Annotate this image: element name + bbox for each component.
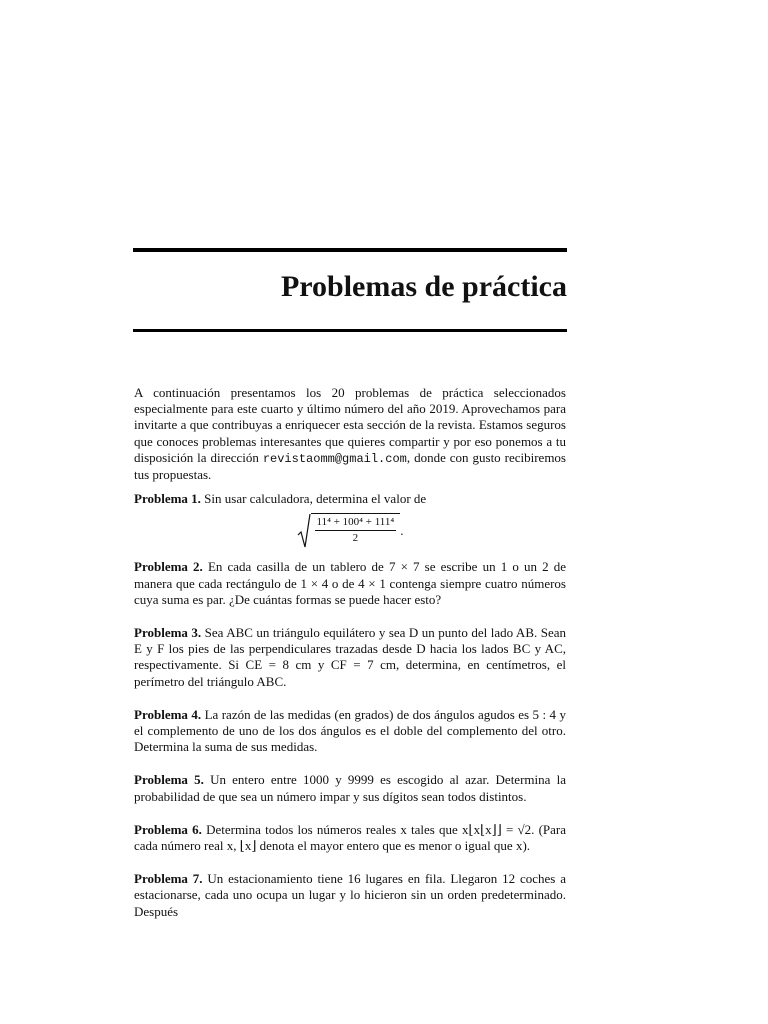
problem-4	[134, 707, 566, 756]
problem-text: Un estacionamiento tiene 16 lugares en fila. Llegaron 12 coches a estacionarse, cada uno ocupa un lugar y lo hicieron sin un orden predeterminado. Después	[134, 871, 566, 919]
problem-text: En cada casilla de un tablero de 7 × 7 se escribe un 1 o un 2 de manera que cada rectángulo de 1 × 4 o de 4 × 1 contenga siempre cuatro números cuya suma es par. ¿De cuántas formas se puede hacer esto?	[134, 559, 566, 607]
square-root	[297, 513, 404, 549]
fraction	[311, 513, 404, 549]
problem-7	[134, 871, 566, 920]
fraction-denominator: 2	[352, 532, 359, 545]
top-rule	[133, 248, 567, 252]
problem-label: Problema 7.	[134, 871, 203, 887]
problem-label: Problema 6.	[134, 821, 202, 837]
problem-label: Problema 4.	[134, 706, 202, 722]
formula-period: .	[400, 523, 404, 539]
problem-6	[134, 822, 566, 854]
problem-label: Problema 1.	[134, 491, 201, 507]
problem-text: Sin usar calculadora, determina el valor de	[200, 491, 427, 507]
problem-2	[134, 559, 566, 608]
fraction-numerator: 11⁴ + 100⁴ + 111⁴	[315, 516, 397, 531]
problem-1	[134, 491, 566, 507]
problem-text: Un entero entre 1000 y 9999 es escogido al azar. Determina la probabilidad de que sea un número impar y sus dígitos sean todos distintos.	[134, 772, 566, 804]
page-title: Problemas de práctica	[280, 270, 567, 303]
problem-text: La razón de las medidas (en grados) de dos ángulos agudos es 5 : 4 y el complemento de uno de los dos ángulos es el doble del complemento del otro. Determina la suma de sus medidas.	[134, 706, 566, 755]
intro-text: A continuación presentamos los 20 problemas de práctica seleccionados especialmente para este cuarto y último número del año 2019. Aprovechamos para invitarte a que contribuyas a enriquecer esta sección de la revista. Estamos seguros que conoces problemas interesantes que quieres compartir y por eso ponemos a tu disposición la dirección	[134, 385, 566, 465]
document-body	[134, 385, 566, 920]
problem-3	[134, 625, 566, 690]
intro-text-end: , donde con gusto recibiremos tus propuestas.	[134, 449, 566, 483]
radical-sign-icon	[297, 513, 311, 549]
problem-1-formula	[134, 513, 566, 549]
bottom-rule	[133, 329, 567, 332]
problem-label: Problema 2.	[134, 559, 203, 575]
problem-label: Problema 5.	[134, 772, 204, 788]
problem-5	[134, 772, 566, 804]
intro-paragraph	[134, 385, 566, 483]
problem-label: Problema 3.	[134, 625, 202, 641]
problem-text: Determina todos los números reales x tales que x⌊x⌊x⌋⌋ = √2. (Para cada número real x, ⌊x⌋ denota el mayor entero que es menor o igual que x).	[134, 821, 567, 854]
email-link[interactable]: revistaomm@gmail.com	[262, 451, 407, 466]
problem-text: Sea ABC un triángulo equilátero y sea D un punto del lado AB. Sean E y F los pies de las perpendiculares trazadas desde D hacia los lados BC y AC, respectivamente. Si CE = 8 cm y CF = 7 cm, determina, en centímetros, el perímetro del triángulo ABC.	[134, 625, 567, 689]
